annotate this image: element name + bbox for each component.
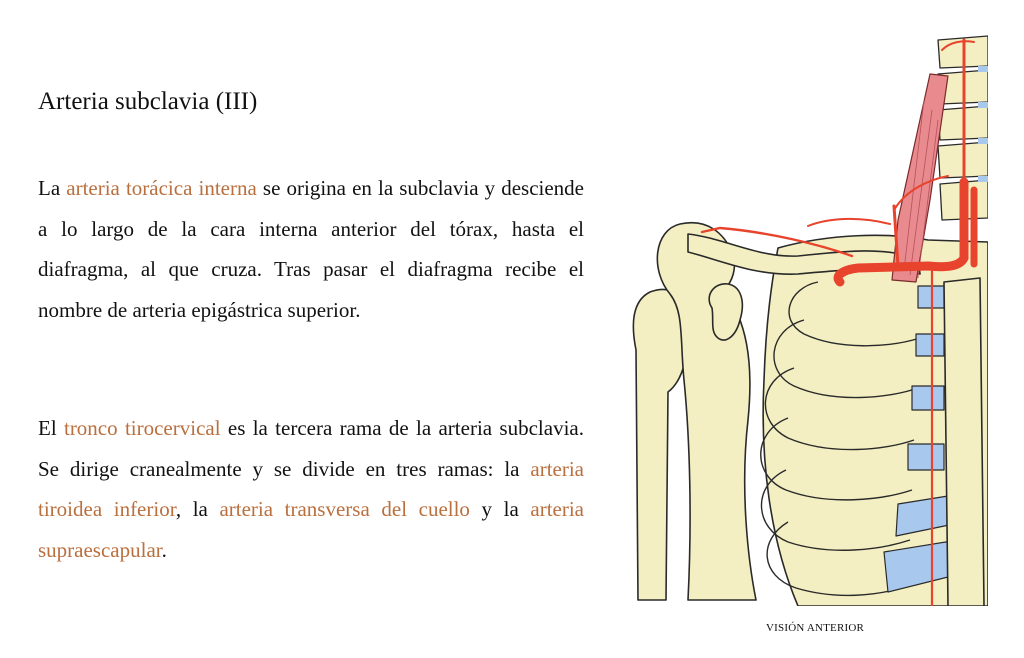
sternum [944,278,984,606]
highlight-thyrocervical-trunk: tronco tirocervical [63,416,221,440]
transverse-cervical-artery [808,219,890,226]
intervertebral-disc [978,176,988,182]
highlight-suprascapular-artery: arteria supraescapular [38,497,584,562]
highlight-transverse-cervical-artery: arteria transversa del cuello [219,497,470,521]
costal-cartilage-4 [908,444,944,470]
intervertebral-disc [978,138,988,144]
paragraph-text: y la [469,497,531,521]
page-title: Arteria subclavia (III) [38,88,258,115]
scapula-bone [657,223,756,600]
paragraph-text: La [38,176,67,200]
paragraph-internal-thoracic [38,168,584,330]
humerus-bone [633,290,688,600]
costal-cartilage-2 [916,334,944,356]
intervertebral-disc [978,102,988,108]
intervertebral-disc [978,66,988,72]
anatomy-illustration [628,20,1024,606]
paragraph-text: se origina en la subclavia y desciende a lo largo de la cara interna anterior del tórax, hasta el diafragma, al que cruza. Tras pasar el diafragma recibe el nombre de arteria epigástrica superior. [38,176,585,322]
highlight-internal-thoracic-artery: arteria torácica interna [66,176,257,200]
figure-caption: VISIÓN ANTERIOR [766,622,865,634]
paragraph-text: El [38,416,64,440]
highlight-inferior-thyroid-artery: arteria tiroidea inferior [38,456,584,521]
paragraph-text: , la [175,497,220,521]
costal-cartilage-3 [912,386,944,410]
paragraph-text: . [161,537,167,562]
paragraph-text: es la tercera rama de la arteria subclavia. Se dirige cranealmente y se divide en tres ramas: la [38,416,584,481]
paragraph-thyrocervical-trunk [38,408,584,570]
